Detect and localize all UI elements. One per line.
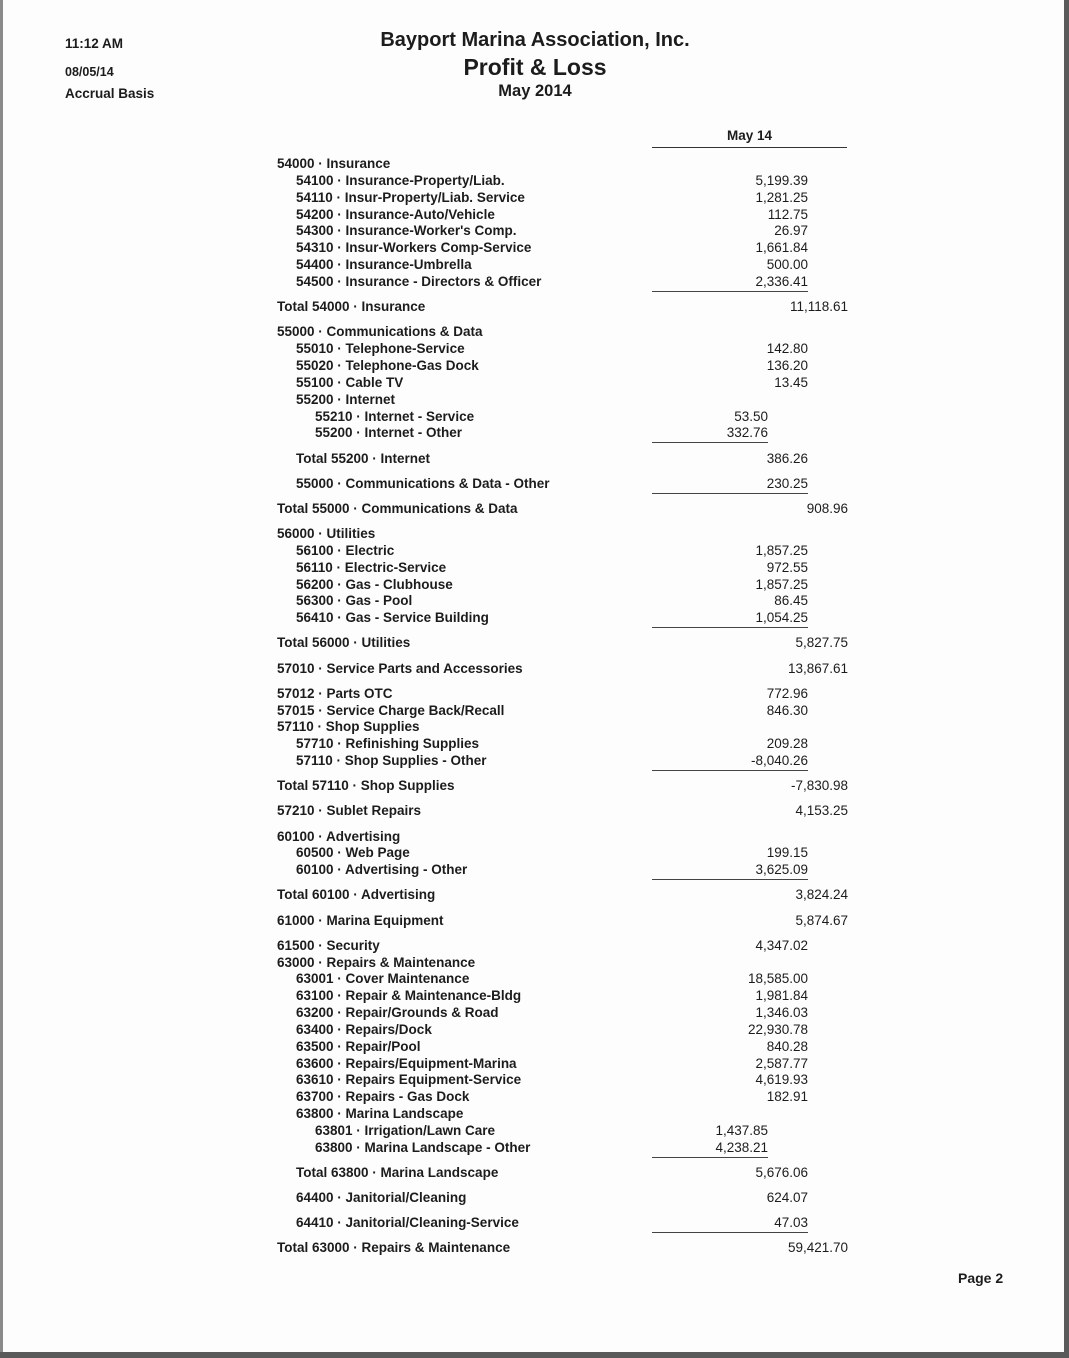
account-label: 63800 · Marina Landscape xyxy=(296,1106,464,1122)
account-row xyxy=(0,576,1069,593)
amount-value: 13,867.61 xyxy=(787,660,848,676)
amount-value: 500.00 xyxy=(766,257,808,273)
account-label: Total 63800 · Marina Landscape xyxy=(296,1165,499,1180)
amount-value: 2,587.77 xyxy=(755,1055,808,1071)
account-row xyxy=(0,1021,1069,1038)
account-label: 63400 · Repairs/Dock xyxy=(296,1021,432,1037)
account-row xyxy=(0,559,1069,576)
amount-value: 4,238.21 xyxy=(715,1139,768,1155)
account-row xyxy=(0,374,1069,391)
amount-value: 5,827.75 xyxy=(795,635,848,651)
account-label: 63700 · Repairs - Gas Dock xyxy=(296,1089,470,1105)
amount-value: 18,585.00 xyxy=(747,971,808,987)
amount-value: 5,874.67 xyxy=(795,912,848,928)
amount-value: 11,118.61 xyxy=(789,299,848,315)
account-row xyxy=(0,323,1069,340)
account-row xyxy=(0,273,1069,290)
account-label: 56300 · Gas - Pool xyxy=(296,593,413,609)
account-label: 55000 · Communications & Data - Other xyxy=(296,475,550,491)
account-label: 54500 · Insurance - Directors & Officer xyxy=(296,273,542,289)
amount-value: 4,619.93 xyxy=(755,1072,808,1088)
amount-value: 22,930.78 xyxy=(747,1021,808,1037)
account-label: 57110 · Shop Supplies xyxy=(277,719,420,735)
account-label: 63800 · Marina Landscape - Other xyxy=(315,1139,531,1155)
account-row xyxy=(0,525,1069,542)
subtotal-rule xyxy=(652,442,768,443)
account-label: 57012 · Parts OTC xyxy=(277,685,393,701)
account-label: 63000 · Repairs & Maintenance xyxy=(277,954,476,970)
account-row xyxy=(0,685,1069,702)
account-row xyxy=(0,718,1069,735)
account-row xyxy=(0,987,1069,1004)
account-row xyxy=(0,828,1069,845)
report-basis: Accrual Basis xyxy=(65,86,155,101)
account-label: Total 57110 · Shop Supplies xyxy=(277,778,455,794)
account-row xyxy=(0,954,1069,971)
account-row xyxy=(0,1004,1069,1021)
amount-value: 136.20 xyxy=(766,357,808,373)
amount-value: 1,857.25 xyxy=(755,576,808,592)
total-row xyxy=(0,298,1069,315)
account-label: 55210 · Internet - Service xyxy=(315,408,475,424)
account-label: 54100 · Insurance-Property/Liab. xyxy=(296,172,505,188)
account-label: 63600 · Repairs/Equipment-Marina xyxy=(296,1055,517,1071)
subtotal-rule xyxy=(652,770,808,771)
subtotal-rule xyxy=(652,879,808,880)
account-label: 63500 · Repair/Pool xyxy=(296,1038,421,1054)
account-row xyxy=(0,408,1069,425)
account-row xyxy=(0,542,1069,559)
subtotal-rule xyxy=(652,493,808,494)
account-label: Total 54000 · Insurance xyxy=(277,299,426,315)
account-label: 63100 · Repair & Maintenance-Bldg xyxy=(296,988,522,1004)
account-row xyxy=(0,172,1069,189)
total-row xyxy=(0,1239,1069,1256)
account-label: 55020 · Telephone-Gas Dock xyxy=(296,357,479,373)
account-row xyxy=(0,1105,1069,1122)
account-row xyxy=(0,222,1069,239)
account-label: 60100 · Advertising xyxy=(277,828,401,844)
report-date: 08/05/14 xyxy=(65,65,114,79)
account-label: 54110 · Insur-Property/Liab. Service xyxy=(296,189,525,205)
account-row xyxy=(0,239,1069,256)
report-period: May 2014 xyxy=(498,82,572,100)
account-label: 54200 · Insurance-Auto/Vehicle xyxy=(296,206,495,222)
account-row xyxy=(0,357,1069,374)
account-row xyxy=(0,1038,1069,1055)
amount-value: 3,625.09 xyxy=(755,862,808,878)
amount-value: 1,054.25 xyxy=(755,610,808,626)
total-row xyxy=(0,1164,1069,1181)
account-label: 54310 · Insur-Workers Comp-Service xyxy=(296,240,532,256)
amount-value: 1,281.25 xyxy=(755,189,808,205)
account-label: Total 60100 · Advertising xyxy=(277,887,436,903)
account-row xyxy=(0,1122,1069,1139)
total-row xyxy=(0,634,1069,651)
amount-value: 908.96 xyxy=(806,500,848,516)
amount-value: -7,830.98 xyxy=(790,778,848,794)
subtotal-rule xyxy=(652,1232,808,1233)
subtotal-rule xyxy=(652,291,808,292)
total-row xyxy=(0,660,1069,677)
account-label: 61500 · Security xyxy=(277,937,380,953)
amount-value: 846.30 xyxy=(766,702,808,718)
account-row xyxy=(0,937,1069,954)
account-row xyxy=(0,424,1069,441)
account-row xyxy=(0,861,1069,878)
amount-value: 2,336.41 xyxy=(755,273,808,289)
amount-value: 1,857.25 xyxy=(755,542,808,558)
account-label: Total 55000 · Communications & Data xyxy=(277,500,518,516)
account-label: 63801 · Irrigation/Lawn Care xyxy=(315,1123,496,1138)
account-label: 56000 · Utilities xyxy=(277,525,376,541)
account-row xyxy=(0,155,1069,172)
account-label: 57710 · Refinishing Supplies xyxy=(296,736,480,752)
account-row xyxy=(0,844,1069,861)
account-label: 55100 · Cable TV xyxy=(296,374,404,390)
account-row xyxy=(0,1055,1069,1072)
account-row xyxy=(0,1071,1069,1088)
amount-value: 112.75 xyxy=(767,206,808,222)
total-row xyxy=(0,886,1069,903)
account-label: 63001 · Cover Maintenance xyxy=(296,971,470,987)
amount-value: 86.45 xyxy=(774,593,808,609)
account-row xyxy=(0,340,1069,357)
amount-value: 53.50 xyxy=(734,408,768,424)
account-label: 56410 · Gas - Service Building xyxy=(296,610,489,626)
account-row xyxy=(0,1214,1069,1231)
amount-value: 4,153.25 xyxy=(795,803,848,819)
account-label: Total 56000 · Utilities xyxy=(277,635,411,651)
account-label: 60500 · Web Page xyxy=(296,845,410,861)
amount-value: 13.45 xyxy=(774,374,808,390)
account-row xyxy=(0,592,1069,609)
amount-value: 386.26 xyxy=(766,450,808,466)
amount-value: 1,661.84 xyxy=(755,240,808,256)
account-label: 56110 · Electric-Service xyxy=(296,559,447,575)
total-row xyxy=(0,912,1069,929)
account-label: 56200 · Gas - Clubhouse xyxy=(296,576,453,592)
company-name: Bayport Marina Association, Inc. xyxy=(380,29,690,51)
total-row xyxy=(0,777,1069,794)
subtotal-rule xyxy=(652,1157,768,1158)
amount-value: 182.91 xyxy=(766,1089,808,1105)
account-label: 54000 · Insurance xyxy=(277,156,391,171)
amount-value: 209.28 xyxy=(766,736,808,752)
account-label: 55010 · Telephone-Service xyxy=(296,341,465,357)
account-row xyxy=(0,206,1069,223)
account-label: 57010 · Service Parts and Accessories xyxy=(277,660,523,676)
total-row xyxy=(0,1189,1069,1206)
account-label: 64410 · Janitorial/Cleaning-Service xyxy=(296,1215,519,1231)
account-row xyxy=(0,735,1069,752)
column-heading: May 14 xyxy=(726,128,773,143)
account-row xyxy=(0,970,1069,987)
account-row xyxy=(0,752,1069,769)
amount-value: 972.55 xyxy=(766,559,808,575)
report-title: Profit & Loss xyxy=(463,54,607,80)
page-number: Page 2 xyxy=(958,1270,1004,1286)
account-row xyxy=(0,256,1069,273)
account-label: 55200 · Internet xyxy=(296,391,396,407)
account-label: 57015 · Service Charge Back/Recall xyxy=(277,702,505,718)
account-label: 61000 · Marina Equipment xyxy=(277,912,444,928)
amount-value: 1,346.03 xyxy=(755,1005,808,1021)
account-row xyxy=(0,391,1069,408)
account-row xyxy=(0,1088,1069,1105)
account-label: 54400 · Insurance-Umbrella xyxy=(296,257,472,273)
amount-value: 4,347.02 xyxy=(755,937,808,953)
amount-value: 230.25 xyxy=(766,475,808,491)
amount-value: 59,421.70 xyxy=(787,1240,848,1256)
total-row xyxy=(0,475,1069,492)
amount-value: 199.15 xyxy=(766,845,808,861)
amount-value: 772.96 xyxy=(766,685,808,701)
account-label: 64400 · Janitorial/Cleaning xyxy=(296,1190,467,1206)
account-label: 57210 · Sublet Repairs xyxy=(277,803,422,819)
account-label: 55200 · Internet - Other xyxy=(315,425,463,441)
account-row xyxy=(0,189,1069,206)
account-label: 55000 · Communications & Data xyxy=(277,324,483,340)
account-label: 54300 · Insurance-Worker's Comp. xyxy=(296,223,517,239)
account-label: 63200 · Repair/Grounds & Road xyxy=(296,1005,499,1021)
account-label: 63610 · Repairs Equipment-Service xyxy=(296,1072,522,1088)
total-row xyxy=(0,500,1069,517)
account-label: 57110 · Shop Supplies - Other xyxy=(296,753,487,769)
amount-value: 47.03 xyxy=(774,1215,808,1231)
amount-value: 5,676.06 xyxy=(755,1165,808,1180)
report-time: 11:12 AM xyxy=(65,36,124,51)
amount-value: 1,437.85 xyxy=(715,1123,768,1138)
account-label: Total 55200 · Internet xyxy=(296,450,431,466)
total-row xyxy=(0,450,1069,467)
account-label: Total 63000 · Repairs & Maintenance xyxy=(277,1240,511,1256)
amount-value: 332.76 xyxy=(726,425,768,441)
amount-value: 142.80 xyxy=(766,341,808,357)
account-label: 56100 · Electric xyxy=(296,542,395,558)
amount-value: 26.97 xyxy=(774,223,808,239)
amount-value: 1,981.84 xyxy=(755,988,808,1004)
amount-value: 5,199.39 xyxy=(755,172,808,188)
subtotal-rule xyxy=(652,627,808,628)
amount-value: -8,040.26 xyxy=(750,753,808,769)
account-row xyxy=(0,702,1069,719)
account-label: 60100 · Advertising - Other xyxy=(296,862,468,878)
amount-value: 840.28 xyxy=(766,1038,808,1054)
amount-value: 3,824.24 xyxy=(795,887,848,903)
total-row xyxy=(0,802,1069,819)
account-row xyxy=(0,609,1069,626)
account-row xyxy=(0,1139,1069,1156)
amount-value: 624.07 xyxy=(766,1190,808,1206)
